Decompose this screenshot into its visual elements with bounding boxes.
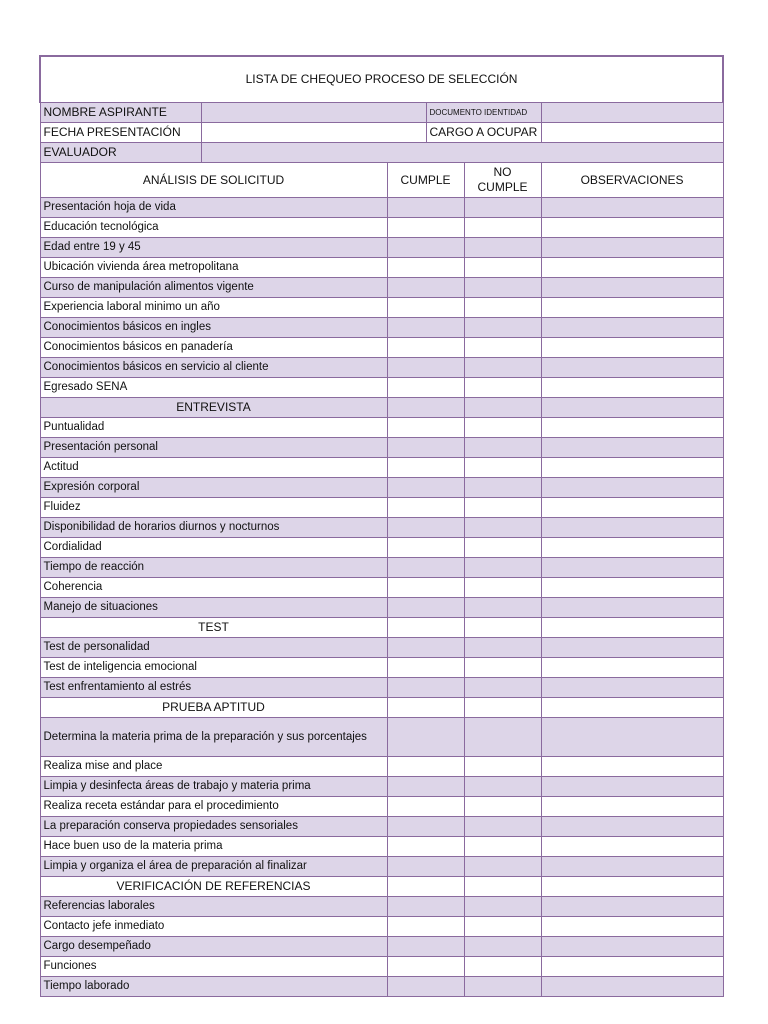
no-cumple-cell[interactable]: [464, 777, 541, 797]
cumple-cell[interactable]: [387, 777, 464, 797]
section-heading: VERIFICACIÓN DE REFERENCIAS: [40, 877, 387, 897]
documento-field[interactable]: [541, 103, 723, 123]
observaciones-cell[interactable]: [541, 238, 723, 258]
nombre-field[interactable]: [201, 103, 426, 123]
checklist-row: [40, 957, 723, 977]
no-cumple-cell[interactable]: [464, 518, 541, 538]
observaciones-cell[interactable]: [541, 518, 723, 538]
checklist-row: [40, 578, 723, 598]
observaciones-cell[interactable]: [541, 777, 723, 797]
no-cumple-cell[interactable]: [464, 198, 541, 218]
cumple-cell[interactable]: [387, 458, 464, 478]
checklist-row: [40, 318, 723, 338]
section-heading-row: [40, 618, 723, 638]
cumple-cell[interactable]: [387, 757, 464, 777]
criterion-label: La preparación conserva propiedades sensoriales: [40, 817, 387, 837]
criterion-label: Educación tecnológica: [40, 218, 387, 238]
observaciones-cell[interactable]: [541, 478, 723, 498]
criterion-label: Curso de manipulación alimentos vigente: [40, 278, 387, 298]
checklist-row: [40, 278, 723, 298]
section-heading: ENTREVISTA: [40, 398, 387, 418]
no-cumple-cell[interactable]: [464, 578, 541, 598]
observaciones-cell[interactable]: [541, 378, 723, 398]
cumple-cell[interactable]: [387, 678, 464, 698]
checklist-row: [40, 338, 723, 358]
observaciones-cell[interactable]: [541, 278, 723, 298]
criterion-label: Test de inteligencia emocional: [40, 658, 387, 678]
no-cumple-cell[interactable]: [464, 877, 541, 897]
cumple-cell[interactable]: [387, 538, 464, 558]
criterion-label: Test enfrentamiento al estrés: [40, 678, 387, 698]
cumple-cell[interactable]: [387, 378, 464, 398]
cumple-cell[interactable]: [387, 358, 464, 378]
observaciones-cell[interactable]: [541, 458, 723, 478]
observaciones-cell[interactable]: [541, 937, 723, 957]
observaciones-cell[interactable]: [541, 757, 723, 777]
no-cumple-cell[interactable]: [464, 757, 541, 777]
checklist-row: [40, 418, 723, 438]
observaciones-cell[interactable]: [541, 678, 723, 698]
criterion-label: Realiza receta estándar para el procedimiento: [40, 797, 387, 817]
no-cumple-cell[interactable]: [464, 917, 541, 937]
no-cumple-cell[interactable]: [464, 678, 541, 698]
cumple-cell[interactable]: [387, 817, 464, 837]
cumple-cell[interactable]: [387, 218, 464, 238]
section-heading-row: [40, 698, 723, 718]
no-cumple-cell[interactable]: [464, 837, 541, 857]
no-cumple-cell[interactable]: [464, 698, 541, 718]
criterion-label: Cargo desempeñado: [40, 937, 387, 957]
info-row-nombre: [40, 103, 723, 123]
criterion-label: Ubicación vivienda área metropolitana: [40, 258, 387, 278]
observaciones-cell[interactable]: [541, 698, 723, 718]
cumple-cell[interactable]: [387, 877, 464, 897]
no-cumple-cell[interactable]: [464, 378, 541, 398]
checklist-row: [40, 658, 723, 678]
cumple-cell[interactable]: [387, 558, 464, 578]
criterion-label: Edad entre 19 y 45: [40, 238, 387, 258]
criterion-label: Contacto jefe inmediato: [40, 917, 387, 937]
observaciones-cell[interactable]: [541, 877, 723, 897]
criterion-label: Realiza mise and place: [40, 757, 387, 777]
section-heading-row: [40, 398, 723, 418]
cargo-label: CARGO A OCUPAR: [426, 123, 541, 143]
cumple-cell[interactable]: [387, 618, 464, 638]
observaciones-cell[interactable]: [541, 957, 723, 977]
documento-label: DOCUMENTO IDENTIDAD: [426, 103, 541, 123]
cumple-cell[interactable]: [387, 638, 464, 658]
criterion-label: Actitud: [40, 458, 387, 478]
header-no-cumple: NO CUMPLE: [464, 163, 541, 198]
checklist-row: [40, 897, 723, 917]
observaciones-cell[interactable]: [541, 398, 723, 418]
criterion-label: Limpia y desinfecta áreas de trabajo y materia prima: [40, 777, 387, 797]
criterion-label: Tiempo laborado: [40, 977, 387, 997]
cumple-cell[interactable]: [387, 498, 464, 518]
cumple-cell[interactable]: [387, 718, 464, 757]
observaciones-cell[interactable]: [541, 318, 723, 338]
no-cumple-cell[interactable]: [464, 418, 541, 438]
cumple-cell[interactable]: [387, 298, 464, 318]
checklist-row: [40, 937, 723, 957]
checklist-row: [40, 757, 723, 777]
checklist-row: [40, 817, 723, 837]
cumple-cell[interactable]: [387, 917, 464, 937]
no-cumple-cell[interactable]: [464, 937, 541, 957]
info-row-evaluador: [40, 143, 723, 163]
observaciones-cell[interactable]: [541, 498, 723, 518]
cumple-cell[interactable]: [387, 338, 464, 358]
observaciones-cell[interactable]: [541, 218, 723, 238]
criterion-label: Conocimientos básicos en servicio al cliente: [40, 358, 387, 378]
observaciones-cell[interactable]: [541, 977, 723, 997]
no-cumple-cell[interactable]: [464, 478, 541, 498]
no-cumple-cell[interactable]: [464, 458, 541, 478]
cumple-cell[interactable]: [387, 837, 464, 857]
cumple-cell[interactable]: [387, 977, 464, 997]
observaciones-cell[interactable]: [541, 618, 723, 638]
observaciones-cell[interactable]: [541, 558, 723, 578]
cumple-cell[interactable]: [387, 698, 464, 718]
observaciones-cell[interactable]: [541, 338, 723, 358]
page-title: LISTA DE CHEQUEO PROCESO DE SELECCIÓN: [40, 56, 723, 103]
cumple-cell[interactable]: [387, 797, 464, 817]
cumple-cell[interactable]: [387, 318, 464, 338]
criterion-label: Egresado SENA: [40, 378, 387, 398]
no-cumple-cell[interactable]: [464, 658, 541, 678]
criterion-label: Funciones: [40, 957, 387, 977]
checklist-sheet: [39, 55, 722, 997]
no-cumple-cell[interactable]: [464, 538, 541, 558]
no-cumple-cell[interactable]: [464, 238, 541, 258]
no-cumple-cell[interactable]: [464, 618, 541, 638]
checklist-row: [40, 558, 723, 578]
criterion-label: Puntualidad: [40, 418, 387, 438]
checklist-row: [40, 498, 723, 518]
cumple-cell[interactable]: [387, 658, 464, 678]
criterion-label: Manejo de situaciones: [40, 598, 387, 618]
observaciones-cell[interactable]: [541, 538, 723, 558]
observaciones-cell[interactable]: [541, 917, 723, 937]
observaciones-cell[interactable]: [541, 418, 723, 438]
no-cumple-cell[interactable]: [464, 318, 541, 338]
observaciones-cell[interactable]: [541, 718, 723, 757]
no-cumple-cell[interactable]: [464, 218, 541, 238]
checklist-row: [40, 298, 723, 318]
cumple-cell[interactable]: [387, 937, 464, 957]
checklist-row: [40, 837, 723, 857]
cumple-cell[interactable]: [387, 258, 464, 278]
checklist-row: [40, 218, 723, 238]
cumple-cell[interactable]: [387, 478, 464, 498]
no-cumple-cell[interactable]: [464, 558, 541, 578]
criterion-label: Expresión corporal: [40, 478, 387, 498]
checklist-row: [40, 378, 723, 398]
fecha-field[interactable]: [201, 123, 426, 143]
observaciones-cell[interactable]: [541, 897, 723, 917]
checklist-row: [40, 638, 723, 658]
no-cumple-cell[interactable]: [464, 398, 541, 418]
section-heading: PRUEBA APTITUD: [40, 698, 387, 718]
no-cumple-cell[interactable]: [464, 797, 541, 817]
checklist-row: [40, 478, 723, 498]
no-cumple-cell[interactable]: [464, 498, 541, 518]
criterion-label: Presentación hoja de vida: [40, 198, 387, 218]
criterion-label: Cordialidad: [40, 538, 387, 558]
checklist-row: [40, 598, 723, 618]
no-cumple-cell[interactable]: [464, 638, 541, 658]
checklist-row: [40, 258, 723, 278]
no-cumple-cell[interactable]: [464, 258, 541, 278]
observaciones-cell[interactable]: [541, 797, 723, 817]
no-cumple-cell[interactable]: [464, 298, 541, 318]
checklist-row: [40, 438, 723, 458]
observaciones-cell[interactable]: [541, 358, 723, 378]
criterion-label: Hace buen uso de la materia prima: [40, 837, 387, 857]
column-header-row: [40, 163, 723, 198]
criterion-label: Determina la materia prima de la preparación y sus porcentajes: [40, 718, 387, 757]
observaciones-cell[interactable]: [541, 837, 723, 857]
no-cumple-cell[interactable]: [464, 438, 541, 458]
section-heading: TEST: [40, 618, 387, 638]
checklist-row: [40, 718, 723, 757]
checklist-row: [40, 518, 723, 538]
criterion-label: Coherencia: [40, 578, 387, 598]
no-cumple-cell[interactable]: [464, 897, 541, 917]
criterion-label: Tiempo de reacción: [40, 558, 387, 578]
cumple-cell[interactable]: [387, 518, 464, 538]
checklist-row: [40, 917, 723, 937]
observaciones-cell[interactable]: [541, 857, 723, 877]
no-cumple-cell[interactable]: [464, 957, 541, 977]
header-cumple: CUMPLE: [387, 163, 464, 198]
checklist-row: [40, 358, 723, 378]
cumple-cell[interactable]: [387, 578, 464, 598]
observaciones-cell[interactable]: [541, 578, 723, 598]
no-cumple-cell[interactable]: [464, 358, 541, 378]
info-row-fecha: [40, 123, 723, 143]
cumple-cell[interactable]: [387, 897, 464, 917]
no-cumple-cell[interactable]: [464, 338, 541, 358]
cumple-cell[interactable]: [387, 957, 464, 977]
cumple-cell[interactable]: [387, 238, 464, 258]
observaciones-cell[interactable]: [541, 258, 723, 278]
criterion-label: Presentación personal: [40, 438, 387, 458]
checklist-row: [40, 238, 723, 258]
no-cumple-cell[interactable]: [464, 718, 541, 757]
title-row: [40, 56, 723, 103]
cumple-cell[interactable]: [387, 438, 464, 458]
cumple-cell[interactable]: [387, 418, 464, 438]
checklist-row: [40, 538, 723, 558]
criterion-label: Limpia y organiza el área de preparación al finalizar: [40, 857, 387, 877]
observaciones-cell[interactable]: [541, 658, 723, 678]
no-cumple-cell[interactable]: [464, 977, 541, 997]
checklist-row: [40, 198, 723, 218]
no-cumple-cell[interactable]: [464, 817, 541, 837]
no-cumple-cell[interactable]: [464, 598, 541, 618]
checklist-row: [40, 977, 723, 997]
checklist-table: [39, 55, 724, 997]
checklist-row: [40, 678, 723, 698]
observaciones-cell[interactable]: [541, 598, 723, 618]
cumple-cell[interactable]: [387, 598, 464, 618]
nombre-label: NOMBRE ASPIRANTE: [40, 103, 201, 123]
cumple-cell[interactable]: [387, 278, 464, 298]
criterion-label: Referencias laborales: [40, 897, 387, 917]
checklist-row: [40, 797, 723, 817]
section-heading-row: [40, 877, 723, 897]
header-observaciones: OBSERVACIONES: [541, 163, 723, 198]
observaciones-cell[interactable]: [541, 638, 723, 658]
observaciones-cell[interactable]: [541, 298, 723, 318]
checklist-row: [40, 857, 723, 877]
cumple-cell[interactable]: [387, 198, 464, 218]
cumple-cell[interactable]: [387, 398, 464, 418]
checklist-row: [40, 777, 723, 797]
criterion-label: Experiencia laboral minimo un año: [40, 298, 387, 318]
header-analisis: ANÁLISIS DE SOLICITUD: [40, 163, 387, 198]
cargo-field[interactable]: [541, 123, 723, 143]
criterion-label: Test de personalidad: [40, 638, 387, 658]
evaluador-label: EVALUADOR: [40, 143, 201, 163]
no-cumple-cell[interactable]: [464, 857, 541, 877]
evaluador-field[interactable]: [201, 143, 723, 163]
observaciones-cell[interactable]: [541, 438, 723, 458]
criterion-label: Disponibilidad de horarios diurnos y nocturnos: [40, 518, 387, 538]
criterion-label: Conocimientos básicos en ingles: [40, 318, 387, 338]
cumple-cell[interactable]: [387, 857, 464, 877]
checklist-row: [40, 458, 723, 478]
criterion-label: Fluidez: [40, 498, 387, 518]
no-cumple-cell[interactable]: [464, 278, 541, 298]
fecha-label: FECHA PRESENTACIÓN: [40, 123, 201, 143]
observaciones-cell[interactable]: [541, 817, 723, 837]
observaciones-cell[interactable]: [541, 198, 723, 218]
criterion-label: Conocimientos básicos en panadería: [40, 338, 387, 358]
